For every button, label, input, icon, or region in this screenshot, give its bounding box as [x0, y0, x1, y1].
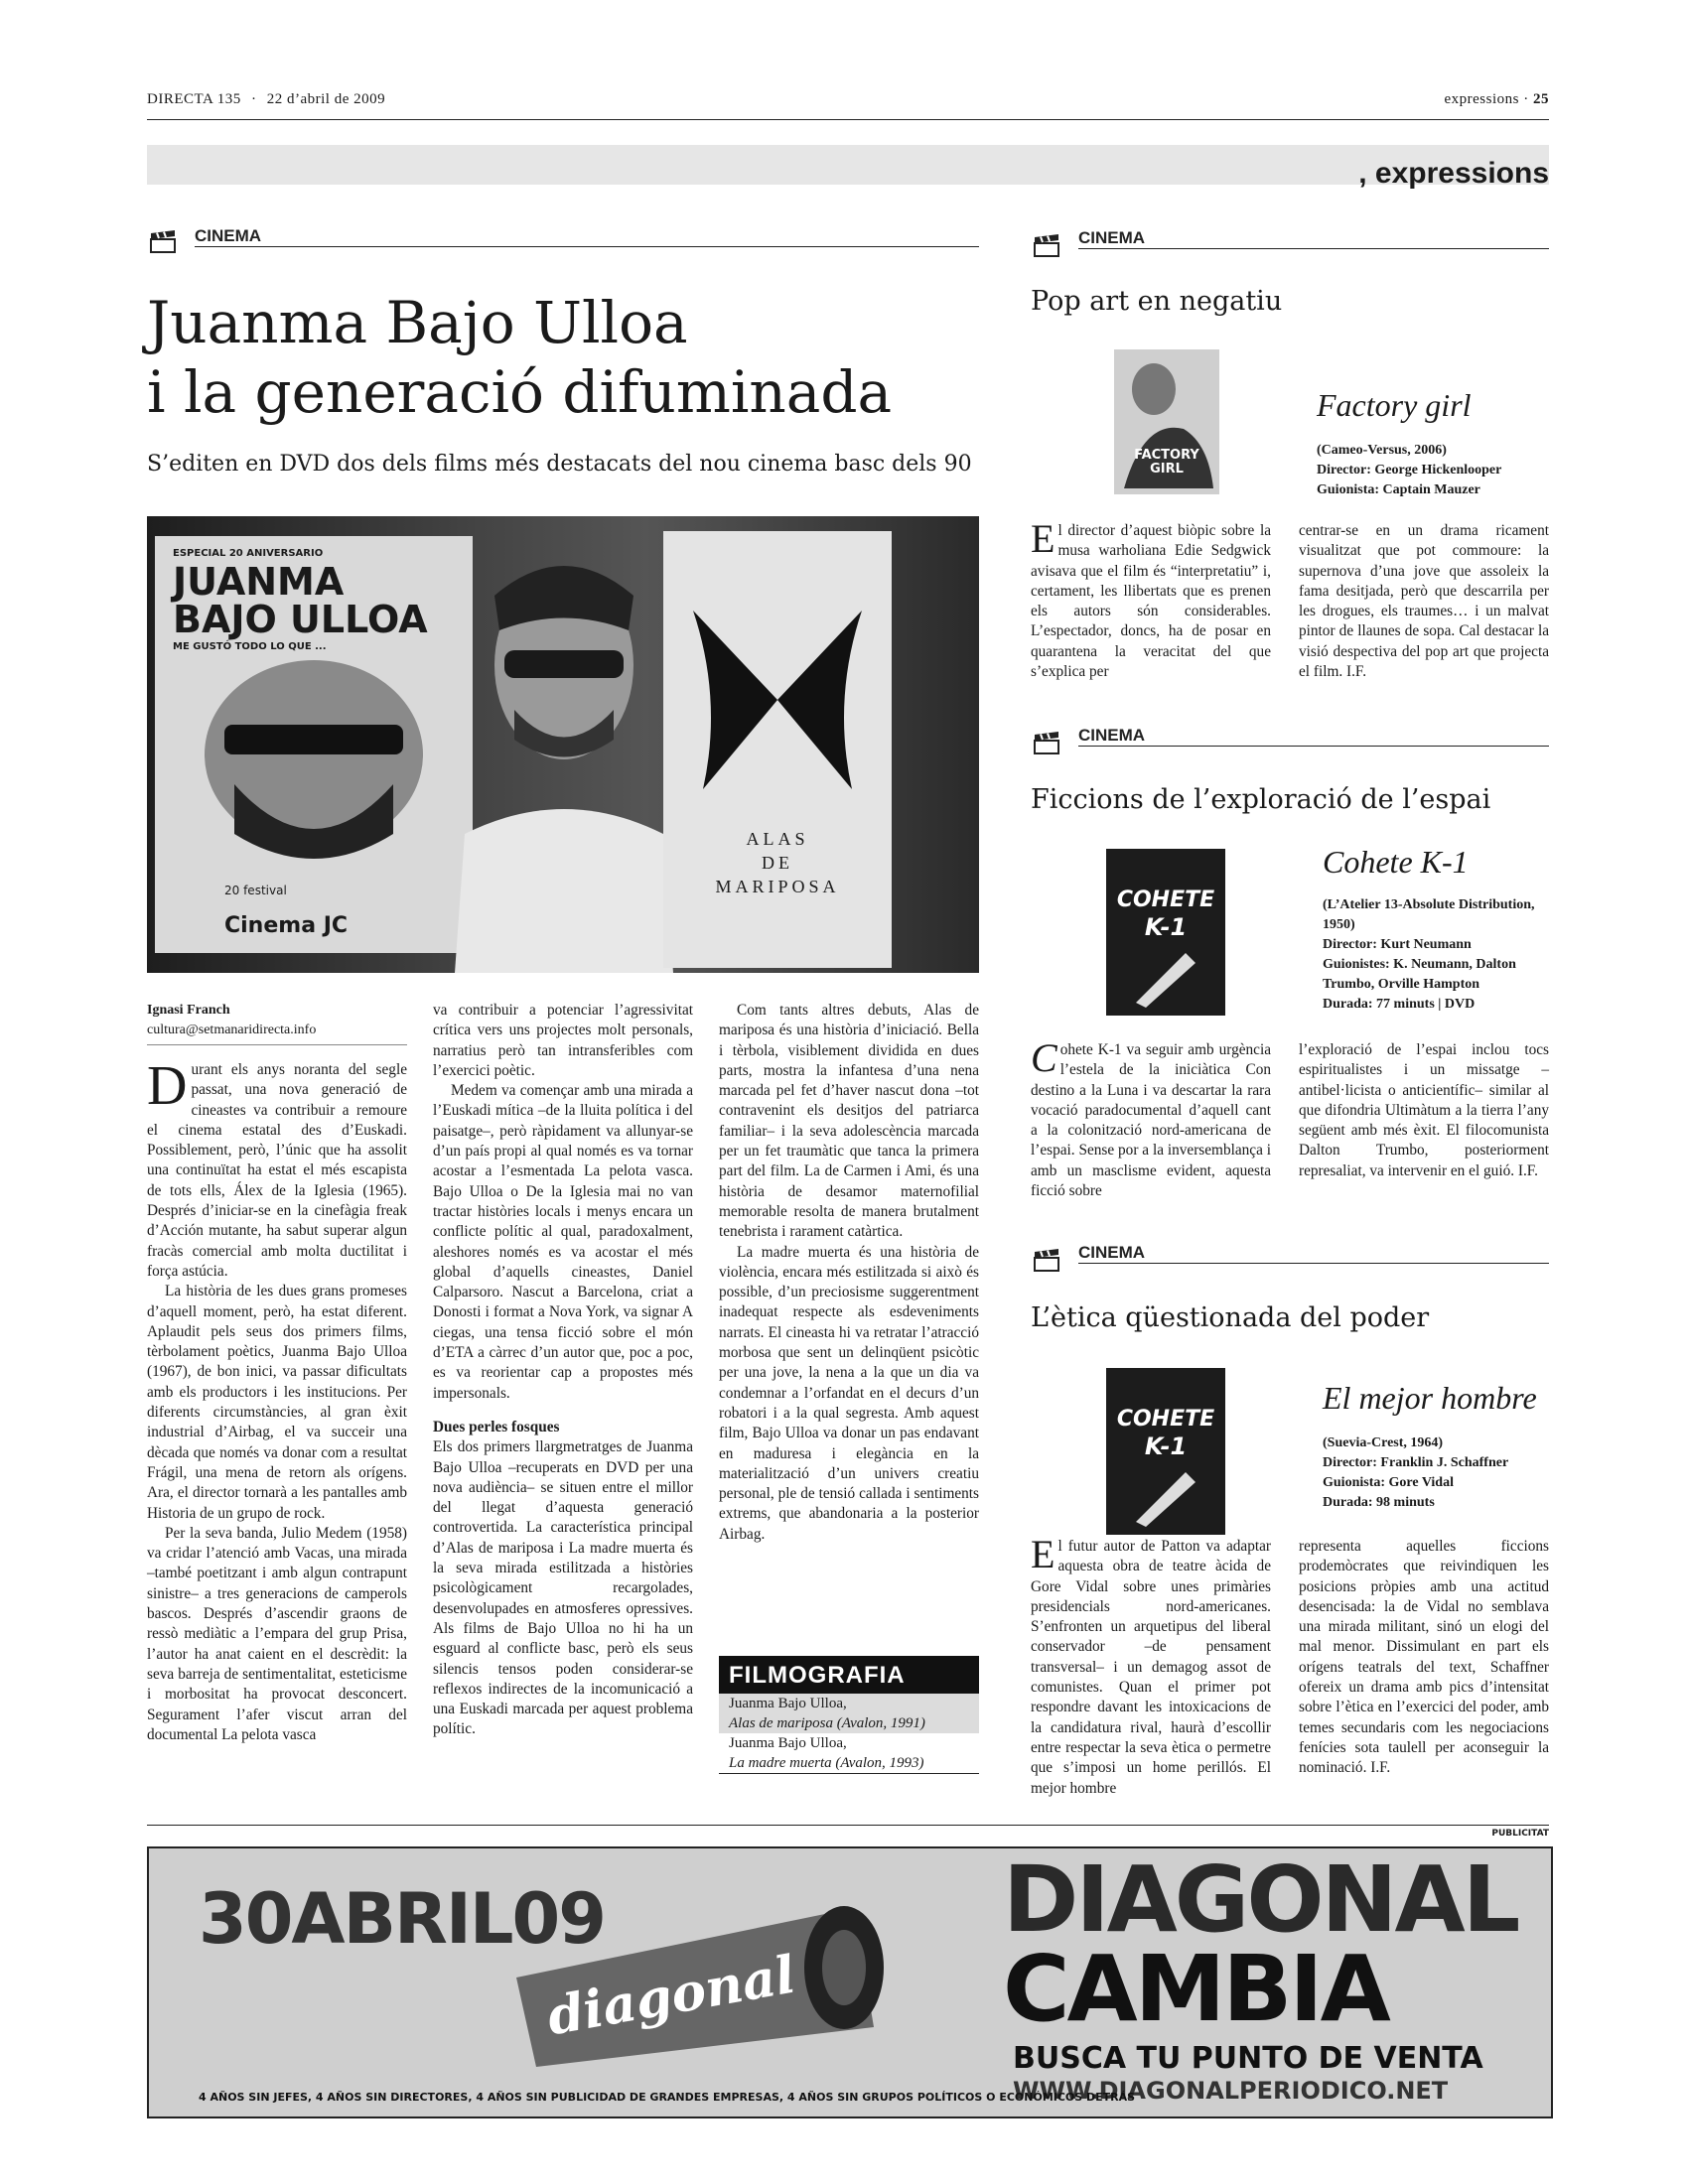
issue-number: DIRECTA 135 — [147, 91, 241, 107]
section-band — [147, 145, 1549, 185]
side1-film-title: Factory girl — [1317, 387, 1472, 423]
side2-text: l’exploració de l’espai inclou tocs espiritualistes i un missatge –antibel·licista o anticientífic– similar al que difondria Ultimàtum a la tierra l’any següent amb més èxit. El filocomunista Dalton Trumbo, posteriorment represaliat, va intervenir en el guió. I.F. — [1299, 1041, 1549, 1179]
side3-text: representa aquelles ficcions prodemòcrates que reivindiquen les posicions pròpies amb una actitud desencisada: la de Vidal no semblava una mirada militant, sinó un elogi del mal menor. Dissimulant en part els orígens teatrals del text, Schaffner ofereix un drama amb pics d’intensitat sobre l’ètica en l’exercici del poder, amb temes secundaris com les negociacions fenícies sota taulell per aconseguir la nominació. I.F. — [1299, 1538, 1549, 1777]
poster-factory-title: FACTORY GIRL — [1134, 448, 1199, 477]
credit-line: (L’Atelier 13-Absolute Distribution, 1950) — [1323, 897, 1535, 932]
credit-line: Guionistes: K. Neumann, Dalton Trumbo, Orville Hampton — [1323, 957, 1516, 992]
side3-col-b — [1299, 1537, 1549, 1779]
col1-paragraph: La història de les dues grans promeses d’aquell moment, però, ha estat diferent. Aplaudit pels seus dos primers films, tèrbolament poètics, Juanma Bajo Ulloa (1967), de bon inici, va passar dificultats amb els productors i les institucions. Per diferents circumstàncies, al gran èxit industrial d’Airbag, el va succeir una dècada que només va donar com a resultat Frágil, una mena de retorn als orígens. Ara, el director tornarà a les pantalles amb Historia de un grupo de rock. — [147, 1283, 407, 1522]
col1-paragraph: Per la seva banda, Julio Medem (1958) va cridar l’atenció amb Vacas, una mirada –també poetitzant i amb algun contrapunt sinistre– a tres generacions de camperols bascos. Després d’ascendir graons de ressò mediàtic a l’empara del grup Prisa, l’autor ha anat caient en el descrèdit: la seva barreja de sentimentalitat, esteticisme i morbositat ha provocat desconcert. Segurament l’afer viscut arran del documental La pelota vasca — [147, 1524, 407, 1743]
byline-name: Ignasi Franch — [147, 1003, 230, 1018]
main-col-2 — [433, 1001, 693, 1740]
poster-mejor-title: COHETE — [1116, 1407, 1215, 1432]
headline-line-2: i la generació difuminada — [147, 358, 893, 426]
poster-title-2: BAJO ULLOA — [173, 598, 428, 641]
poster-brand: Cinema JC — [224, 913, 349, 938]
credit-line: Durada: 98 minuts — [1323, 1495, 1435, 1510]
folio-dot: · — [250, 91, 257, 107]
side2-col-b — [1299, 1040, 1549, 1181]
credit-line: (Suevia-Crest, 1964) — [1323, 1435, 1444, 1450]
credit-line: Guionista: Gore Vidal — [1323, 1475, 1454, 1490]
credit-line: (Cameo-Versus, 2006) — [1317, 443, 1447, 458]
side1-heading: Pop art en negatiu — [1031, 286, 1283, 317]
credit-line: Durada: 77 minuts | DVD — [1323, 997, 1476, 1012]
credit-line: Director: Kurt Neumann — [1323, 937, 1472, 952]
dropcap: E — [1031, 1532, 1055, 1576]
credit-line: Director: Franklin J. Schaffner — [1323, 1455, 1509, 1470]
main-col-3 — [719, 1001, 979, 1545]
side1-kicker-rule — [1078, 248, 1549, 249]
side3-kicker: CINEMA — [1078, 1243, 1146, 1262]
ad-url[interactable]: WWW.DIAGONALPERIODICO.NET — [1013, 2077, 1449, 2105]
section-tag: , expressions — [1358, 157, 1549, 190]
poster-tagline: ME GUSTÓ TODO LO QUE ... — [173, 641, 327, 652]
col2-subhead: Dues perles fosques — [433, 1418, 560, 1435]
ad-tagline: BUSCA TU PUNTO DE VENTA — [1013, 2041, 1483, 2076]
main-photo — [147, 516, 979, 973]
side1-text: centrar-se en un drama ricament visualitzat que pot commoure: la supernova d’una jove que assoleix la fama desitjada, però que descarrila per les drogues, els traumes… i un malvat pintor de llaunes de sopa. Cal destacar la visió despectiva del pop art que projecta el film. I.F. — [1299, 522, 1549, 681]
poster-small-text: ESPECIAL 20 ANIVERSARIO — [173, 548, 324, 559]
headline-line-1: Juanma Bajo Ulloa — [147, 289, 688, 356]
ad-bottom-line: 4 AÑOS SIN JEFES, 4 AÑOS SIN DIRECTORES, 4 AÑOS SIN PUBLICIDAD DE GRANDES EMPRESAS, 4 AÑOS SIN GRUPOS POLÍTICOS O ECONÓMICOS DETRÁS — [199, 2091, 1136, 2104]
dropcap: D — [147, 1055, 188, 1117]
clapperboard-icon — [1033, 234, 1060, 258]
poster-cohete-subtitle: K-1 — [1144, 913, 1188, 941]
side3-heading: L’ètica qüestionada del poder — [1031, 1302, 1430, 1333]
folio-right — [1445, 91, 1550, 108]
main-headline — [147, 288, 991, 427]
main-kicker: CINEMA — [195, 226, 262, 245]
ad-headline-1: DIAGONAL — [1003, 1846, 1518, 1953]
dropcap: C — [1031, 1035, 1057, 1080]
main-kicker-rule — [195, 246, 979, 247]
filmografia-title: FILMOGRAFIA — [719, 1656, 979, 1694]
rocket-icon — [1126, 1467, 1205, 1527]
side1-kicker: CINEMA — [1078, 228, 1146, 247]
poster-cohete-k1 — [1106, 849, 1225, 1016]
credit-line: Director: George Hickenlooper — [1317, 463, 1502, 478]
rocket-icon — [1126, 948, 1205, 1008]
side2-heading: Ficcions de l’exploració de l’espai — [1031, 784, 1491, 815]
side3-col-a — [1031, 1532, 1271, 1799]
poster-mejor-subtitle: K-1 — [1144, 1433, 1188, 1460]
ad-brand: diagonal — [542, 1944, 800, 2048]
folio-section: expressions · — [1444, 91, 1529, 107]
col3-paragraph: Com tants altres debuts, Alas de mariposa és una història d’iniciació. Bella i tèrbola, visiblement dividida en dues parts, mostra la infantesa d’una nena marcada pel fet d’haver nascut dona –tot contravenint els desitjos del patriarca familiar– i la seva adolescència marcada per un fet traumàtic que tanca la primera part del film. La de Carmen i Ami, és una història de desamor maternofilial memorable resolta de manera brutalment tenebrista i rarament catàrtica. — [719, 1002, 979, 1241]
ad-headline-2: CAMBIA — [1003, 1936, 1388, 2042]
poster-cohete-title: COHETE — [1116, 887, 1215, 912]
clapperboard-icon — [149, 230, 177, 254]
dropcap: E — [1031, 516, 1055, 561]
side1-text: l director d’aquest biòpic sobre la musa warholiana Edie Sedgwick avisava que el film és “interpretatiu” i, certament, les llibertats que es prenen els autors són considerables. L’espectador, doncs, ha de posar en quarantena la veracitat del que s’explica per — [1031, 522, 1271, 681]
poster-factory-girl — [1114, 349, 1219, 494]
credit-line: Guionista: Captain Mauzer — [1317, 482, 1480, 497]
clapperboard-icon — [1033, 1249, 1060, 1273]
filmografia-box — [719, 1656, 979, 1774]
page-number: 25 — [1533, 91, 1549, 107]
ad-date: 30ABRIL09 — [199, 1878, 605, 1960]
side2-film-title: Cohete K-1 — [1323, 844, 1469, 880]
poster-mejor-hombre — [1106, 1368, 1225, 1535]
header-rule — [147, 119, 1549, 120]
main-subtitle: S’editen en DVD dos dels films més destacats del nou cinema basc dels 90 — [147, 452, 972, 477]
side2-kicker-rule — [1078, 746, 1549, 747]
poster-alas-title-2: DE — [762, 853, 793, 873]
side2-text: ohete K-1 va seguir amb urgència l’estela de la iniciàtica Con destino a la Luna i va descartar la rara vocació paradocumental d’aquell cant a la colonització nord-americana de l’espai. Sense por a la inversemblança i amb un masclisme evident, aquesta ficció sobre — [1031, 1041, 1271, 1200]
byline-email: cultura@setmanaridirecta.info — [147, 1023, 317, 1037]
side1-col-b — [1299, 521, 1549, 682]
side3-kicker-rule — [1078, 1263, 1549, 1264]
col3-paragraph: La madre muerta és una història de violència, encara més estilitzada si això és possible, d’un preciosisme suggerentment inadequat respecte als esdeveniments narrats. El cineasta hi va retratar l’atracció morbosa que sent un delinqüent psicòtic per una jove, la nena a la que un dia va condemnar a l’orfandat en el decurs d’un robatori i a la qual segresta. Amb aquest film, Bajo Ulloa va donar un pas endavant en maduresa i elegància en la materialització d’un univers creatiu personal, ple de tensió callada i sentiments extrems, que abandonaria a la posterior Airbag. — [719, 1243, 979, 1543]
col2-paragraph: Medem va començar amb una mirada a l’Euskadi mítica –de la lluita política i del paisatge–, però ràpidament va allunyar-se d’un país propi al qual només es va tornar acostar a l’esmentada La pelota vasca. Bajo Ulloa o De la Iglesia mai no van tractar històries locals i menys encara un conflicte polític al qual, paradoxalment, aleshores només es va acostar el més global d’aquells cineastes, Daniel Calparsoro. Nascut a Barcelona, criat a Donosti i format a Nova York, va signar A ciegas, una tensa ficció sobre el món d’ETA a càrrec d’un autor que, poc a poc, es va reorientar cap a propostes més impersonals. — [433, 1082, 693, 1402]
side1-credits — [1317, 441, 1545, 500]
side2-kicker: CINEMA — [1078, 726, 1146, 745]
side2-col-a — [1031, 1035, 1271, 1201]
side3-film-title: El mejor hombre — [1323, 1380, 1537, 1416]
side3-credits — [1323, 1433, 1547, 1513]
poster-title-1: JUANMA — [173, 560, 345, 604]
ad-label: PUBLICITAT — [1491, 1829, 1549, 1839]
clapperboard-icon — [1033, 732, 1060, 755]
folio-left — [147, 91, 385, 108]
ad-rule — [147, 1825, 1549, 1826]
col1-paragraph: urant els anys noranta del segle passat, una nova generació de cineastes va contribuir a remoure el cinema estatal des d’Euskadi. Possiblement, però, l’únic que ha assolit una continuïtat ha estat el més escapista de tots ells, Álex de la Iglesia (1965). Després d’iniciar-se en la cinefàgia freak d’Acción mutante, ha sabut superar algun fracàs comercial amb molta ductilitat i força astúcia. — [147, 1061, 407, 1280]
filmografia-row: Juanma Bajo Ulloa, — [719, 1694, 979, 1713]
poster-alas-title-3: MARIPOSA — [715, 877, 840, 896]
col2-paragraph: va contribuir a potenciar l’agressivitat crítica vers uns projectes molt personals, narratius però tan intransferibles com l’exercici poètic. — [433, 1002, 693, 1079]
filmografia-row: Juanma Bajo Ulloa, — [729, 1735, 847, 1751]
poster-alas — [663, 531, 892, 968]
main-col-1 — [147, 1055, 407, 1745]
filmografia-row: La madre muerta (Avalon, 1993) — [729, 1755, 924, 1771]
issue-date: 22 d’abril de 2009 — [266, 91, 386, 107]
advertisement — [147, 1846, 1553, 2118]
side3-text: l futur autor de Patton va adaptar aquesta obra de teatre àcida de Gore Vidal sobre unes primàries presidencials nord-americanes. S’enfronten un arquetipus del liberal conservador –de pensament transversal– i un demagog assot de comunistes. Quan el primer pot respondre davant les intoxicacions de la candidatura rival, haurà d’escollir entre respectar la seva ètica o permetre que s’imposi un home perillós. El mejor hombre — [1031, 1538, 1271, 1797]
poster-alas-title-1: ALAS — [746, 829, 809, 849]
side2-credits — [1323, 895, 1547, 1015]
poster-festival: 20 festival — [224, 884, 287, 897]
butterfly-icon — [683, 591, 872, 809]
byline-rule — [147, 1044, 407, 1045]
col2-paragraph: Els dos primers llargmetratges de Juanma Bajo Ulloa –recuperats en DVD per una nova audiència– se situen entre el millor del llegat d’aquesta generació controvertida. La característica principal d’Alas de mariposa i La madre muerta és la seva mirada estilitzada a històries psicològicament recargolades, desenvolupades en atmosferes opressives. Als films de Bajo Ulloa no hi ha un esguard al conflicte basc, però els seus silencis tensos poden considerar-se reflexos indirectes de la incomunicació a una Euskadi marcada per aquest problema polític. — [433, 1438, 693, 1738]
filmografia-row: Alas de mariposa (Avalon, 1991) — [719, 1713, 979, 1733]
side1-col-a — [1031, 516, 1271, 682]
